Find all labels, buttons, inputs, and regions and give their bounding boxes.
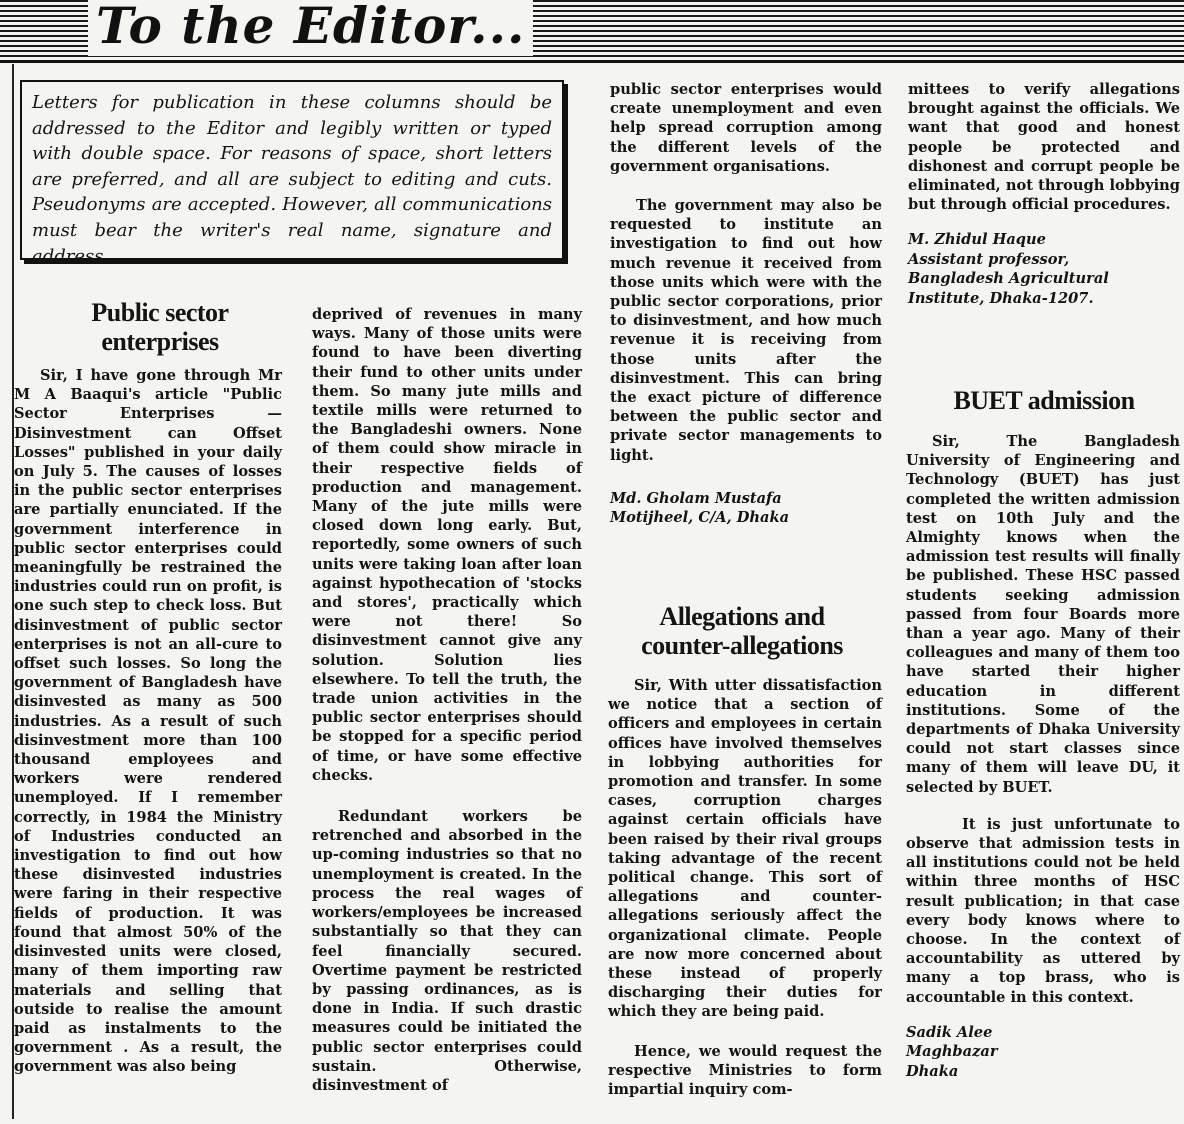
letter2-column3 (608, 676, 882, 1099)
masthead-title: To the Editor... (88, 0, 533, 56)
letter1-body-part5: The government may also be requested to institute an investigation to find out how much revenue it received from those units which were with the public sector corporations, prior to disinvestment, and how much revenue it is receiving from those units after the disinvestment. This can bring the exact picture of difference between the public sector and private sector managements to light. (610, 197, 882, 464)
letter1-column1 (14, 366, 282, 1077)
letter3-column4 (906, 432, 1180, 1081)
letter1-body-part1: Sir, I have gone through Mr M A Baaqui's article "Public Sector Enterprises — Disinvestment can Offset Losses" published in your daily on July 5. The causes of losses in the public sector enterprises are partially enunciated. If the government interference in public sector enterprises could meaningfully be restrained the industries could run on profit, is one such step to check loss. But disinvestment of public sector enterprises is not an all-cure to offset such losses. So long the government of Bangladesh have disinvested as many as 500 industries. As a result of such disinvestment more than 100 thousand employees and workers were rendered unemployed. If I remember correctly, in 1984 the Ministry of Industries conducted an investigation to find out how these disinvested industries were faring in their respective fields of production. It was found that almost 50% of the disinvested units were closed, many of them importing raw materials and selling that outside to realise the amount paid as instalments to the government . As a result, the government was also being (14, 367, 282, 1076)
signature-city: Dhaka (906, 1062, 959, 1080)
letter2-signature (908, 230, 1180, 308)
letter1-body-part2: deprived of revenues in many ways. Many of those units were found to have been diverting their fund to other units under them. So many jute mills and textile mills were returned to the Bangladeshi owners. None of them could show miracle in their respective fields of production and management. Many of the jute mills were closed down long early. But, reportedly, some owners of such units were taking loan after loan against hypothecation of 'stocks and stores', practically which were not there! So disinvestment cannot give any solution. Solution lies elsewhere. To tell the truth, the trade union activities in the public sector enterprises should be stopped for a specific period of time, or have some effective checks. (312, 306, 582, 784)
signature-name: M. Zhidul Haque (908, 231, 1046, 249)
editor-notice-box: Letters for publication in these columns should be addressed to the Editor and legibly written or typed with double space. For reasons of space, short letters are preferred, and all are subject to editing and cuts. Pseudonyms are accepted. However, all communications must bear the writer's real name, signature and address. (20, 80, 564, 260)
letter3-signature (906, 1023, 1180, 1082)
letter2-body-part2: Hence, we would request the respective Ministries to form impartial inquiry com- (608, 1042, 882, 1099)
letter1-body-part4: public sector enterprises would create unemployment and even help spread corruption among the different levels of the government organisations. (610, 81, 882, 175)
headline-allegations: Allegations and counter-allegations (641, 602, 843, 660)
letter2-column4 (908, 80, 1180, 308)
letter1-column3 (610, 80, 882, 528)
letter3-body-part1: Sir, The Bangladesh University of Engineering and Technology (BUET) has just completed the written admission test on 10th July and the Almighty knows when the admission test results will finally be published. These HSC passed students seeking admission passed from four Boards more than a year ago. Many of their colleagues and many of them too have started their higher education in different institutions. Some of the departments of Dhaka University could not start classes since many of them will leave DU, it selected by BUET. (906, 433, 1180, 796)
signature-org: Bangladesh Agricultural Institute, Dhaka-1207. (908, 270, 1109, 307)
signature-place: Maghbazar (906, 1043, 998, 1061)
headline-public-sector: Public sector enterprises (91, 298, 229, 356)
signature-name: Md. Gholam Mustafa (610, 489, 782, 507)
letter2-body-part3: mittees to verify allegations brought against the officials. We want that good and honest people be protected and dishonest and corrupt people be eliminated, not through lobbying but through official procedures. (908, 81, 1180, 214)
headline-buet-admission: BUET admission (953, 386, 1135, 415)
letter1-body-part3: Redundant workers be retrenched and absorbed in the up-coming industries so that no unemployment is created. In the process the real wages of workers/employees be increased substantially so that they can feel financially secured. Overtime payment be restricted by passing ordinances, as is done in India. If such drastic measures could be initiated the public sector enterprises could sustain. Otherwise, disinvestment of (312, 808, 582, 1094)
signature-title: Assistant professor, (908, 250, 1070, 268)
letter1-signature (610, 489, 882, 528)
letter3-body-part2: It is just unfortunate to observe that admission tests in all institutions could not be held within three months of HSC result publication; in that case every body knows where to choose. In the context of accountability as uttered by many a top brass, who is accountable in this context. (906, 815, 1180, 1006)
letter1-column2 (312, 305, 582, 1095)
signature-name: Sadik Alee (906, 1023, 993, 1041)
letter2-body-part1: Sir, With utter dissatisfaction we notice that a section of officers and employees in certain offices have involved themselves in lobbying authorities for promotion and transfer. In some cases, corruption charges against certain officials have been raised by their rival groups taking advantage of the recent political change. This sort of allegations and counter-allegations seriously affect the organizational climate. People are now more concerned about these instead of properly discharging their duties for which they are being paid. (608, 677, 882, 1021)
signature-place: Motijheel, C/A, Dhaka (610, 509, 790, 527)
